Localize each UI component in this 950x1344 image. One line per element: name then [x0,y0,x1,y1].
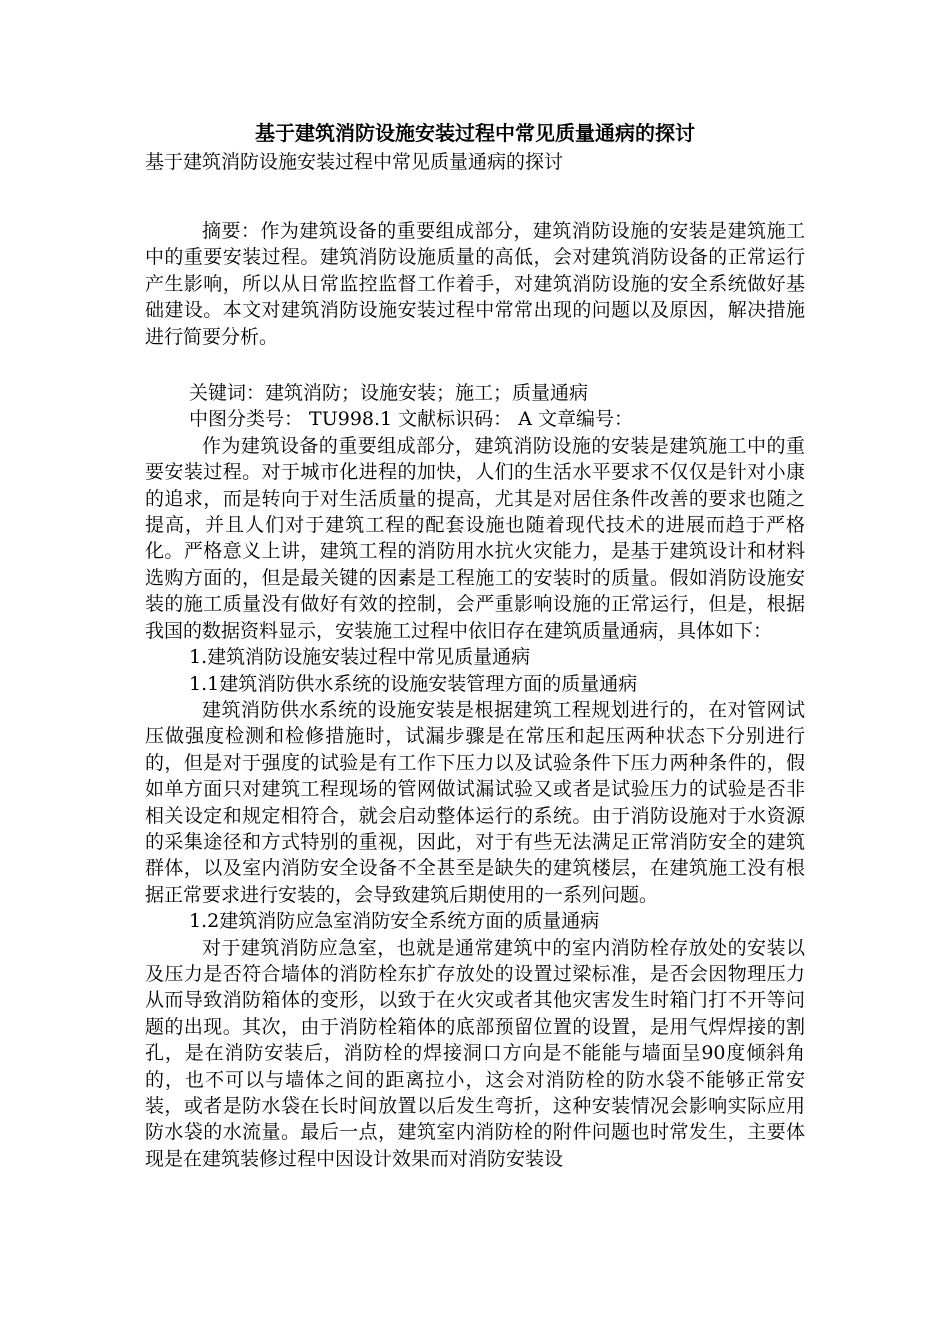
document-subtitle: 基于建筑消防设施安装过程中常见质量通病的探讨 [145,151,564,173]
section-heading-1-1: 1.1建筑消防供水系统的设施安装管理方面的质量通病 [189,672,638,695]
keywords-line: 关键词：建筑消防；设施安装；施工；质量通病 [189,382,589,405]
intro-paragraph: 作为建筑设备的重要组成部分，建筑消防设施的安装是建筑施工中的重要安装过程。对于城市化进程的加快，人们的生活水平要求不仅仅是针对小康的追求，而是转向于对生活质量的提高，尤其是对居住条件改善的要求也随之提高，并且人们对于建筑工程的配套设施也随着现代技术的进展而趋于严格化。严格意义上讲，建筑工程的消防用水抗火灾能力，是基于建筑设计和材料选购方面的，但是最关键的因素是工程施工的安装时的质量。假如消防设施安装的施工质量没有做好有效的控制，会严重影响设施的正常运行，但是，根据我国的数据资料显示，安装施工过程中依旧存在建筑质量通病，具体如下： [145,434,805,642]
abstract-paragraph: 摘要：作为建筑设备的重要组成部分，建筑消防设施的安装是建筑施工中的重要安装过程。建筑消防设施质量的高低，会对建筑消防设备的正常运行产生影响，所以从日常监控监督工作着手，对建筑消防设施的安全系统做好基础建设。本文对建筑消防设施安装过程中常常出现的问题以及原因，解决措施进行简要分析。 [145,220,805,348]
spacer [145,176,805,218]
document-title: 基于建筑消防设施安装过程中常见质量通病的探讨 [255,121,695,145]
section-heading-1-2: 1.2建筑消防应急室消防安全系统方面的质量通病 [189,910,600,933]
document-page [145,118,805,1172]
section-1-1-paragraph: 建筑消防供水系统的设施安装是根据建筑工程规划进行的，在对管网试压做强度检测和检修措施时，试漏步骤是在常压和起压两种状态下分别进行的，但是对于强度的试验是有工作下压力以及试验条件下压力两种条件的，假如单方面只对建筑工程现场的管网做试漏试验又或者是试验压力的试验是否非相关设定和规定相符合，就会启动整体运行的系统。由于消防设施对于水资源的采集途径和方式特别的重视，因此，对于有些无法满足正常消防安全的建筑群体，以及室内消防安全设备不全甚至是缺失的建筑楼层，在建筑施工没有根据正常要求进行安装的，会导致建筑后期使用的一系列问题。 [145,698,805,906]
section-heading-1: 1.建筑消防设施安装过程中常见质量通病 [189,646,531,669]
spacer [145,350,805,380]
classification-line: 中图分类号： TU998.1 文献标识码： A 文章编号： [189,408,633,431]
section-1-2-paragraph: 对于建筑消防应急室，也就是通常建筑中的室内消防栓存放处的安装以及压力是否符合墙体的消防栓东扩存放处的设置过梁标准，是否会因物理压力从而导致消防箱体的变形，以致于在火灾或者其他灾害发生时箱门打不开等问题的出现。其次，由于消防栓箱体的底部预留位置的设置，是用气焊焊接的割孔，是在消防安装后，消防栓的焊接洞口方向是不能能与墙面呈90度倾斜角的，也不可以与墙体之间的距离拉小，这会对消防栓的防水袋不能够正常安装，或者是防水袋在长时间放置以后发生弯折，这种安装情况会影响实际应用防水袋的水流量。最后一点，建筑室内消防栓的附件问题也时常发生，主要体现是在建筑装修过程中因设计效果而对消防安装设 [145,936,805,1170]
